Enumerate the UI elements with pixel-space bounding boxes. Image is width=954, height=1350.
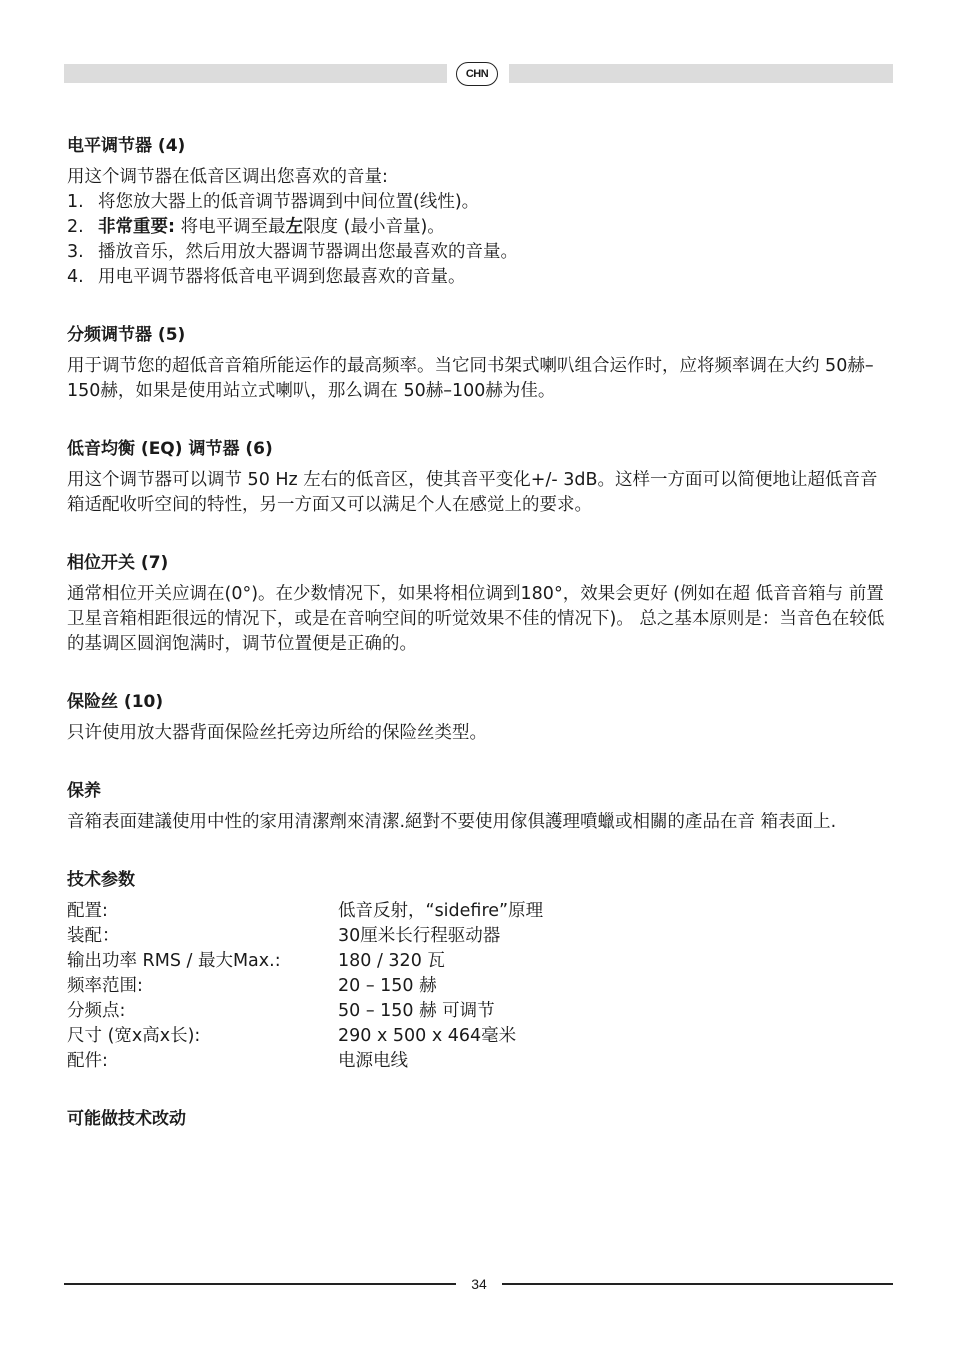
list-text: 用电平调节器将低音电平调到您最喜欢的音量。	[98, 267, 466, 287]
spec-value: 290 x 500 x 464毫米	[338, 1026, 517, 1046]
spec-row	[67, 1049, 893, 1074]
list-text	[98, 215, 445, 240]
list-item	[67, 240, 893, 265]
spec-label: 分频点:	[67, 1001, 126, 1021]
list-text: 播放音乐，然后用放大器调节器调出您最喜欢的音量。	[98, 242, 518, 262]
spec-value: 20 – 150 赫	[338, 976, 437, 996]
list-text: 将您放大器上的低音调节器调到中间位置(线性)。	[98, 192, 480, 212]
spec-value: 30厘米长行程驱动器	[338, 926, 501, 946]
language-badge-label: CHN	[456, 62, 498, 86]
spec-label: 输出功率 RMS / 最大Max.:	[67, 951, 281, 971]
footer-rule-left	[64, 1283, 456, 1285]
spec-label: 频率范围:	[67, 976, 143, 996]
spec-value: 50 – 150 赫 可调节	[338, 1001, 495, 1021]
page-number: 34	[471, 1276, 487, 1292]
spec-row	[67, 1024, 893, 1049]
list-item	[67, 215, 893, 240]
section-body: 用于调节您的超低音音箱所能运作的最高频率。当它同书架式喇叭组合运作时，应将频率调在大约 50赫–150赫，如果是使用站立式喇叭，那么调在 50赫–100赫为佳。	[67, 356, 874, 401]
spec-value: 低音反射，“sidefire”原理	[338, 901, 544, 921]
list-text-part: 限度 (最小音量)。	[303, 217, 445, 237]
list-number: 4.	[67, 267, 84, 287]
spec-row	[67, 999, 893, 1024]
section-body: 只许使用放大器背面保险丝托旁边所给的保险丝类型。	[67, 723, 487, 743]
emphasis-text: 非常重要:	[98, 217, 175, 237]
main-content	[67, 135, 893, 1138]
spec-label: 尺寸 (宽x高x长):	[67, 1026, 201, 1046]
section-crossover	[67, 324, 893, 404]
section-body: 用这个调节器可以调节 50 Hz 左右的低音区，使其音平变化+/- 3dB。这样一方面可以简便地让超低音音箱适配收听空间的特性，另一方面又可以满足个人在感觉上的要求。	[67, 470, 878, 515]
spec-value: 180 / 320 瓦	[338, 951, 445, 971]
spec-table	[67, 899, 893, 1074]
spec-row	[67, 949, 893, 974]
spec-row	[67, 924, 893, 949]
section-title: 技术参数	[67, 870, 135, 890]
closing-note: 可能做技术改动	[67, 1109, 186, 1129]
language-badge	[447, 60, 509, 87]
list-text-part: 将电平调至最	[175, 217, 286, 237]
section-specs	[67, 869, 893, 1074]
steps-list	[67, 190, 893, 290]
spec-label: 装配：	[67, 926, 120, 946]
footer-rule-right	[502, 1283, 893, 1285]
list-number: 3.	[67, 242, 84, 262]
section-bass-eq	[67, 438, 893, 518]
section-phase	[67, 552, 893, 657]
section-title: 保养	[67, 781, 101, 801]
section-title: 保险丝 (10)	[67, 692, 164, 712]
spec-row	[67, 974, 893, 999]
section-body: 音箱表面建議使用中性的家用清潔劑來清潔.絕對不要使用傢俱護理噴蠟或相關的產品在音 箱表面上.	[67, 812, 837, 832]
list-number: 1.	[67, 192, 84, 212]
section-title: 相位开关 (7)	[67, 553, 169, 573]
list-item	[67, 265, 893, 290]
section-title: 分频调节器 (5)	[67, 325, 186, 345]
spec-value: 电源电线	[338, 1051, 408, 1071]
list-number: 2.	[67, 217, 84, 237]
spec-row	[67, 899, 893, 924]
section-intro: 用这个调节器在低音区调出您喜欢的音量:	[67, 167, 388, 187]
list-item	[67, 190, 893, 215]
section-fuse	[67, 691, 893, 746]
spec-label: 配置:	[67, 901, 108, 921]
section-title: 电平调节器 (4)	[67, 136, 186, 156]
spec-label: 配件:	[67, 1051, 108, 1071]
emphasis-text: 左	[285, 217, 304, 237]
section-body: 通常相位开关应调在(0°)。在少数情况下，如果将相位调到180°，效果会更好 (例如在超 低音音箱与 前置卫星音箱相距很远的情况下，或是在音响空间的听觉效果不佳的情况下)。 总之基本原则是：当音色在较低的基调区圆润饱满时，调节位置便是正确的。	[67, 584, 885, 654]
section-level	[67, 135, 893, 290]
section-title: 低音均衡 (EQ) 调节器 (6)	[67, 439, 273, 459]
section-care	[67, 780, 893, 835]
